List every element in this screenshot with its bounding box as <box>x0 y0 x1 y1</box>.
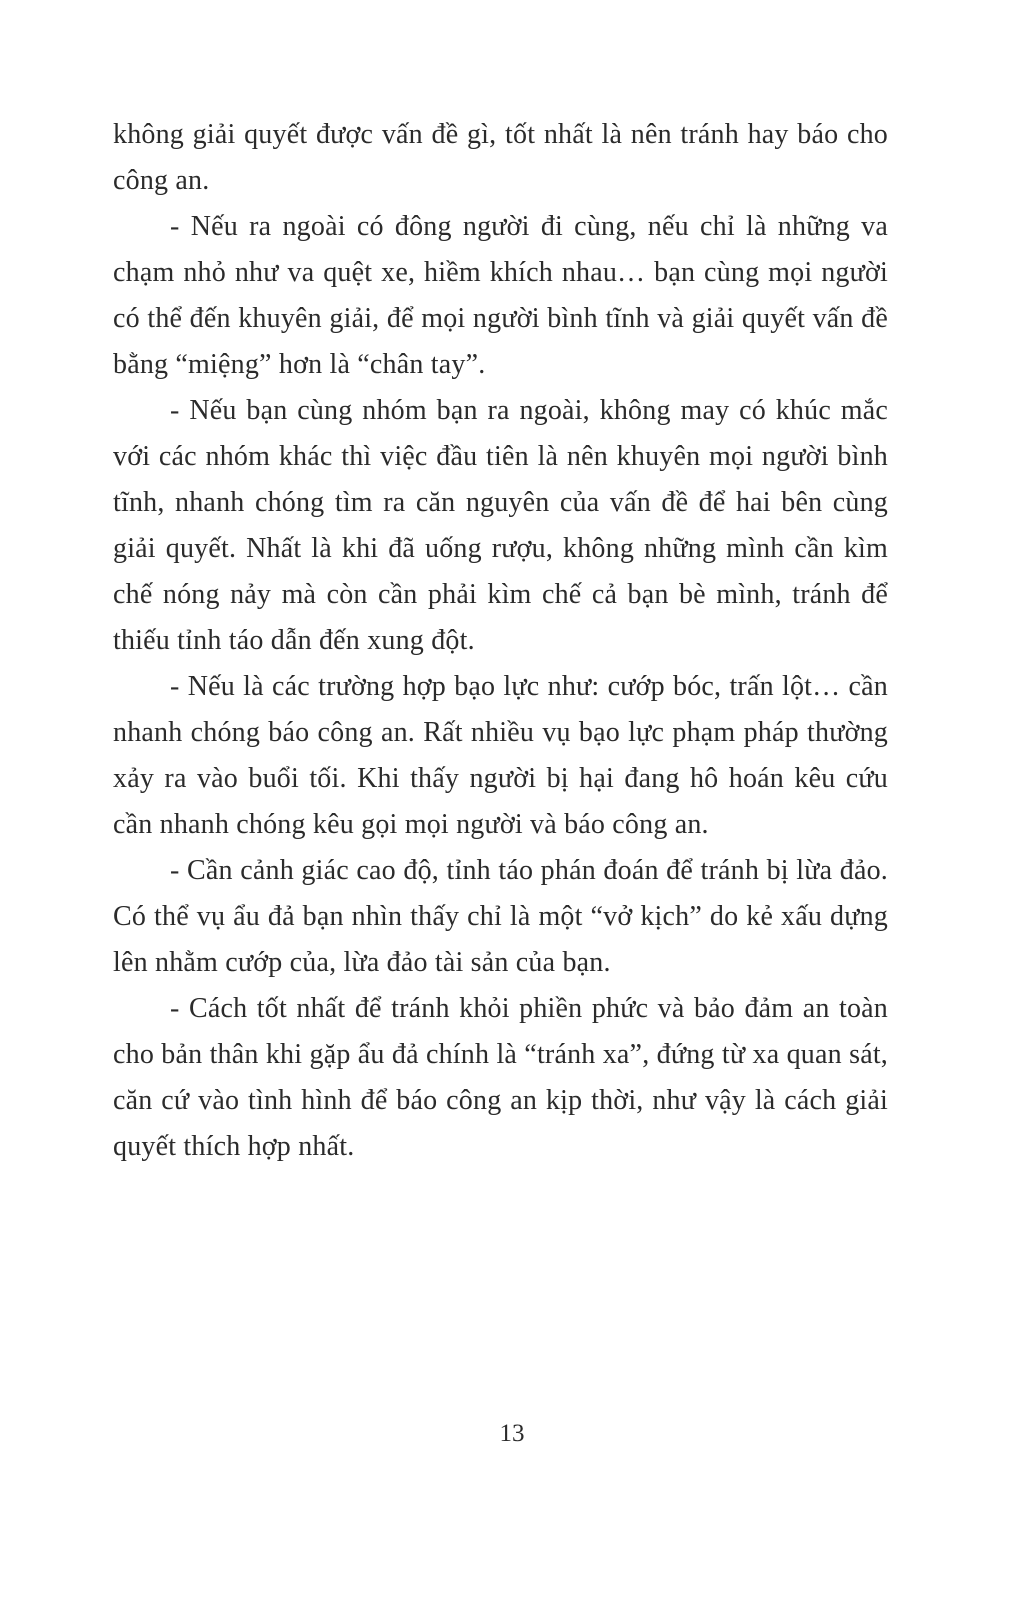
paragraph: - Cách tốt nhất để tránh khỏi phiền phức và bảo đảm an toàn cho bản thân khi gặp ẩu đả chính là “tránh xa”, đứng từ xa quan sát, căn cứ vào tình hình để báo công an kịp thời, như vậy là cách giải quyết thích hợp nhất. <box>113 993 888 1162</box>
paragraph: - Nếu bạn cùng nhóm bạn ra ngoài, không may có khúc mắc với các nhóm khác thì việc đầu tiên là nên khuyên mọi người bình tĩnh, nhanh chóng tìm ra căn nguyên của vấn đề để hai bên cùng giải quyết. Nhất là khi đã uống rượu, không những mình cần kìm chế nóng nảy mà còn cần phải kìm chế cả bạn bè mình, tránh để thiếu tỉnh táo dẫn đến xung đột. <box>113 395 888 656</box>
page-number: 13 <box>499 1420 525 1447</box>
paragraph: - Cần cảnh giác cao độ, tỉnh táo phán đoán để tránh bị lừa đảo. Có thể vụ ẩu đả bạn nhìn thấy chỉ là một “vở kịch” do kẻ xấu dựng lên nhằm cướp của, lừa đảo tài sản của bạn. <box>113 855 888 978</box>
page-body-text <box>113 112 888 1170</box>
paragraph-continuation: không giải quyết được vấn đề gì, tốt nhất là nên tránh hay báo cho công an. <box>113 119 888 196</box>
paragraph: - Nếu ra ngoài có đông người đi cùng, nếu chỉ là những va chạm nhỏ như va quệt xe, hiềm khích nhau… bạn cùng mọi người có thể đến khuyên giải, để mọi người bình tĩnh và giải quyết vấn đề bằng “miệng” hơn là “chân tay”. <box>113 211 888 380</box>
paragraph: - Nếu là các trường hợp bạo lực như: cướp bóc, trấn lột… cần nhanh chóng báo công an. Rất nhiều vụ bạo lực phạm pháp thường xảy ra vào buổi tối. Khi thấy người bị hại đang hô hoán kêu cứu cần nhanh chóng kêu gọi mọi người và báo công an. <box>113 671 888 840</box>
